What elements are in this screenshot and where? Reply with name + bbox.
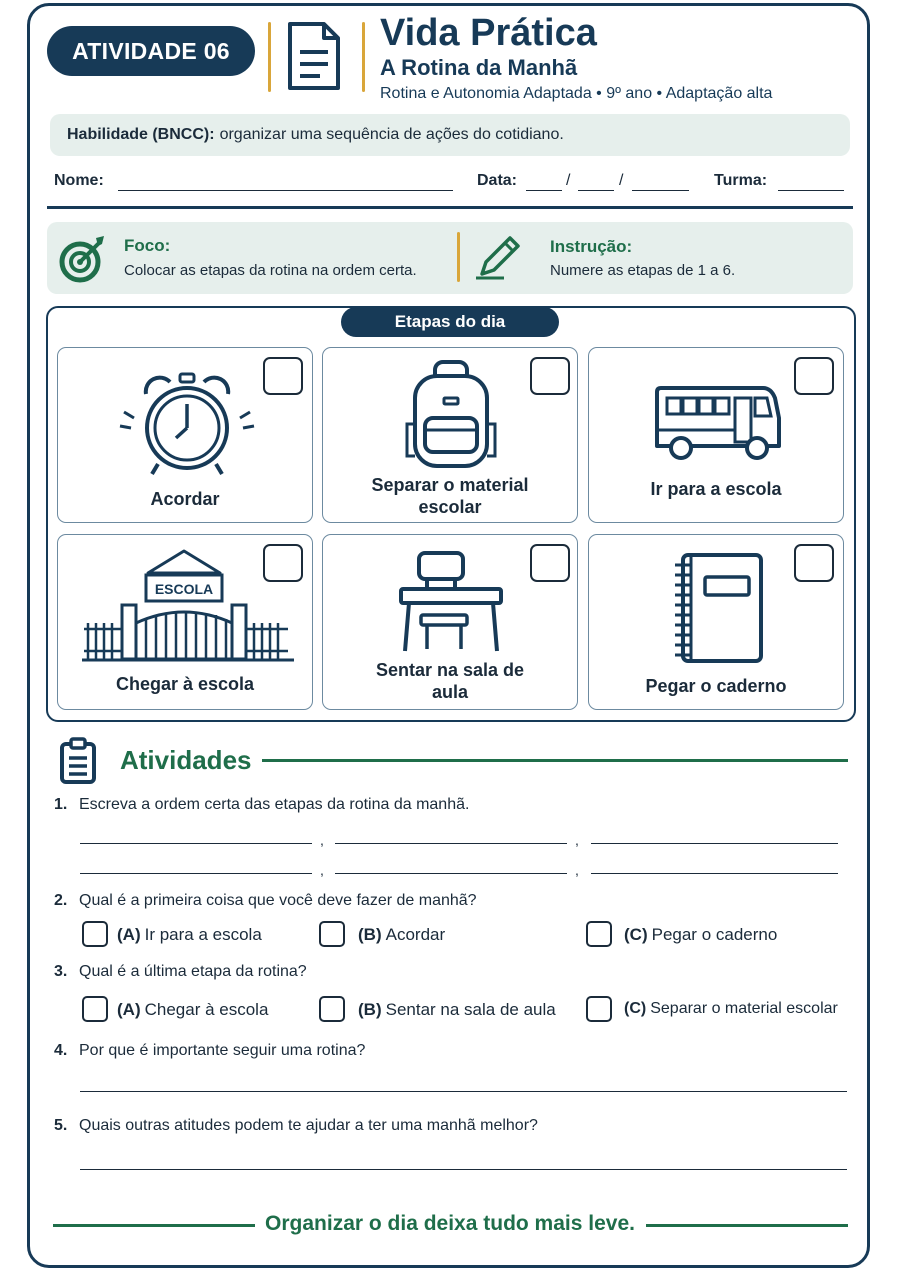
instruction-title: Instrução:: [550, 237, 633, 256]
step-number-box[interactable]: [794, 544, 834, 582]
clipboard-icon: [58, 737, 98, 785]
comma: ,: [320, 832, 324, 848]
question-1: [54, 796, 469, 814]
date-day-field[interactable]: [526, 190, 562, 191]
date-separator: /: [566, 172, 571, 189]
name-field[interactable]: [118, 190, 453, 191]
footer-line: [646, 1224, 848, 1227]
answer-line[interactable]: [591, 843, 838, 844]
pencil-icon: [474, 234, 524, 280]
header-divider: [268, 22, 271, 92]
question-text: Qual é a última etapa da rotina?: [79, 963, 307, 980]
option-b: (B) Acordar: [358, 925, 446, 944]
name-label: Nome:: [54, 172, 104, 189]
step-label: Acordar: [150, 489, 220, 509]
activities-title: Atividades: [120, 745, 252, 775]
page-subtitle: A Rotina da Manhã: [380, 55, 578, 80]
question-number: 1.: [54, 796, 68, 813]
date-label: Data:: [477, 172, 518, 189]
question-text: Por que é importante seguir uma rotina?: [79, 1042, 366, 1059]
step-card-desk: [322, 534, 578, 710]
step-card-bus: [588, 347, 844, 523]
school-sign: ESCOLA: [154, 581, 214, 597]
date-separator: /: [619, 172, 624, 189]
backpack-icon: [401, 360, 501, 470]
option-a-checkbox[interactable]: [82, 996, 108, 1022]
option-c-checkbox[interactable]: [586, 921, 612, 947]
focus-title: Foco:: [124, 236, 171, 255]
activities-divider: [262, 759, 848, 762]
step-card-notebook: [588, 534, 844, 710]
question-number: 4.: [54, 1042, 68, 1059]
question-text: Quais outras atitudes podem te ajudar a ter uma manhã melhor?: [79, 1117, 538, 1134]
skill-box: [50, 114, 850, 156]
question-text: Escreva a ordem certa das etapas da rotina da manhã.: [79, 796, 470, 813]
step-label: Ir para a escola: [650, 479, 782, 499]
focus-divider: [457, 232, 460, 282]
bus-icon: [651, 384, 783, 464]
alarm-clock-icon: [112, 372, 262, 480]
activity-badge: ATIVIDADE 06: [47, 26, 255, 76]
answer-line[interactable]: [335, 843, 567, 844]
question-2: [54, 892, 477, 910]
question-4: [54, 1042, 365, 1060]
desk-chair-icon: [397, 549, 507, 655]
step-card-school: [57, 534, 313, 710]
option-c-checkbox[interactable]: [586, 996, 612, 1022]
option-b-checkbox[interactable]: [319, 921, 345, 947]
answer-line[interactable]: [80, 1091, 847, 1092]
step-label: Pegar o caderno: [645, 676, 787, 696]
skill-text: organizar uma sequência de ações do cotidiano.: [219, 126, 564, 143]
step-card-wake-up: [57, 347, 313, 523]
answer-line[interactable]: [591, 873, 838, 874]
step-number-box[interactable]: [794, 357, 834, 395]
option-a: (A) Chegar à escola: [117, 1000, 269, 1019]
answer-line[interactable]: [335, 873, 567, 874]
step-card-backpack: [322, 347, 578, 523]
step-number-box[interactable]: [530, 357, 570, 395]
step-label: Separar o material escolar: [371, 475, 529, 517]
option-b: (B) Sentar na sala de aula: [358, 1000, 556, 1019]
class-label: Turma:: [714, 172, 768, 189]
notebook-icon: [671, 551, 767, 665]
option-b-checkbox[interactable]: [319, 996, 345, 1022]
skill-label: Habilidade (BNCC):: [67, 126, 215, 143]
comma: ,: [575, 832, 579, 848]
document-icon: [286, 20, 342, 92]
comma: ,: [320, 862, 324, 878]
question-number: 5.: [54, 1117, 68, 1134]
question-text: Qual é a primeira coisa que você deve fazer de manhã?: [79, 892, 477, 909]
step-number-box[interactable]: [263, 357, 303, 395]
footer-message: Organizar o dia deixa tudo mais leve.: [265, 1212, 635, 1235]
target-icon: [58, 234, 108, 284]
header-divider: [362, 22, 365, 92]
question-number: 3.: [54, 963, 68, 980]
option-a: (A) Ir para a escola: [117, 925, 262, 944]
school-gate-icon: [82, 547, 294, 663]
date-year-field[interactable]: [632, 190, 689, 191]
question-number: 2.: [54, 892, 68, 909]
steps-title: Etapas do dia: [341, 307, 559, 337]
page-title: Vida Prática: [380, 12, 597, 54]
step-label: Chegar à escola: [115, 674, 255, 694]
focus-text: Colocar as etapas da rotina na ordem certa.: [124, 262, 417, 279]
step-label: Sentar na sala de aula: [375, 660, 525, 702]
question-3: [54, 963, 307, 981]
date-month-field[interactable]: [578, 190, 614, 191]
option-c: (C) Pegar o caderno: [624, 925, 778, 944]
option-c: (C) Separar o material escolar: [624, 1000, 838, 1017]
focus-box: [47, 222, 853, 294]
step-number-box[interactable]: [530, 544, 570, 582]
class-field[interactable]: [778, 190, 844, 191]
section-divider: [47, 206, 853, 209]
option-a-checkbox[interactable]: [82, 921, 108, 947]
instruction-text: Numere as etapas de 1 a 6.: [550, 262, 736, 279]
page-meta: Rotina e Autonomia Adaptada • 9º ano • Adaptação alta: [380, 85, 773, 102]
comma: ,: [575, 862, 579, 878]
answer-line[interactable]: [80, 873, 312, 874]
answer-line[interactable]: [80, 1169, 847, 1170]
question-5: [54, 1117, 538, 1135]
answer-line[interactable]: [80, 843, 312, 844]
